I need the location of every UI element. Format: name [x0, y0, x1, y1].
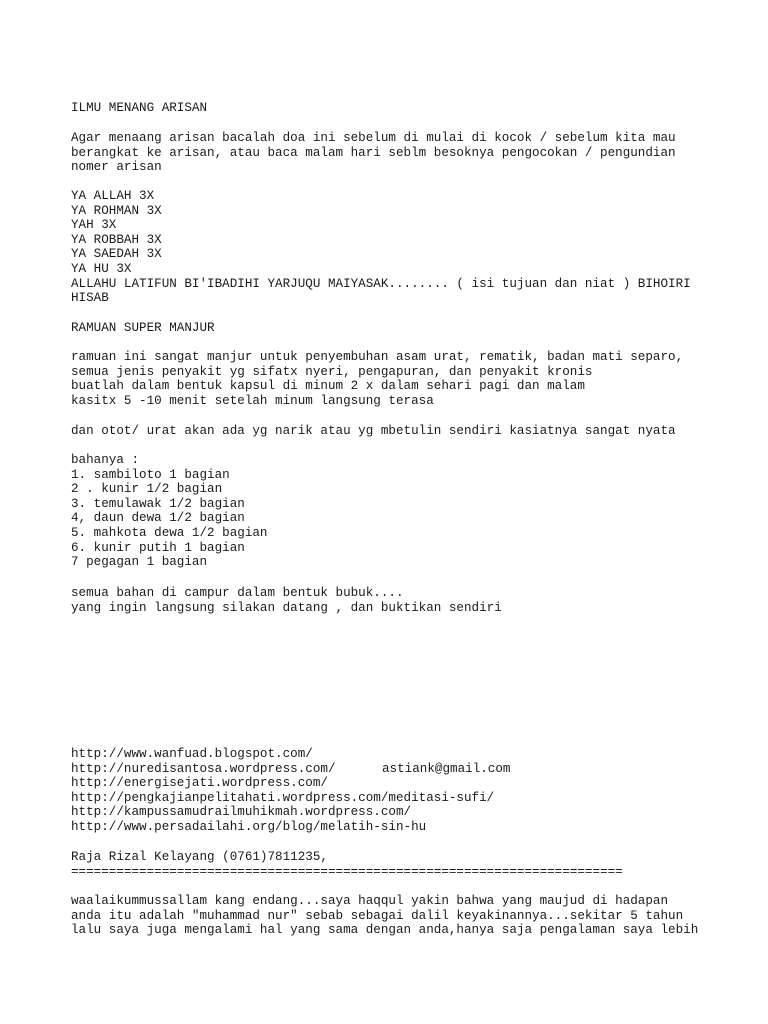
document-title: ILMU MENANG ARISAN: [71, 101, 208, 115]
ingredients-list: [71, 453, 751, 570]
doa-line: YA ROBBAH 3X: [71, 232, 162, 247]
closing-paragraph: [71, 586, 751, 615]
uses-paragraph: [71, 350, 751, 408]
doa-line: HISAB: [71, 291, 109, 306]
doa-line: YA SAEDAH 3X: [71, 247, 162, 262]
ingredient-item: 3. temulawak 1/2 bagian: [71, 496, 245, 511]
intro-line: Agar menaang arisan bacalah doa ini sebelum di mulai di kocok / sebelum kita mau: [71, 131, 676, 145]
ramuan-heading-block: [71, 321, 751, 336]
ingredient-item: 4, daun dewa 1/2 bagian: [71, 511, 245, 526]
title-block: [71, 101, 751, 116]
intro-paragraph: [71, 131, 751, 175]
link-url[interactable]: http://kampussamudrailmuhikmah.wordpress.com/: [71, 805, 412, 820]
link-url[interactable]: http://nuredisantosa.wordpress.com/: [71, 761, 336, 776]
ingredient-item: 5. mahkota dewa 1/2 bagian: [71, 525, 268, 540]
ingredient-item: 6. kunir putih 1 bagian: [71, 540, 245, 555]
ingredient-item: 2 . kunir 1/2 bagian: [71, 482, 223, 497]
otot-paragraph: [71, 424, 751, 439]
doa-line: YAH 3X: [71, 218, 117, 233]
intro-line: berangkat ke arisan, atau baca malam hari seblm besoknya pengocokan / pengundian: [71, 145, 676, 160]
doa-line: YA ROHMAN 3X: [71, 203, 162, 218]
intro-line: nomer arisan: [71, 160, 162, 175]
doa-block: [71, 189, 751, 306]
reply-line: anda itu adalah "muhammad nur" sebab sebagai dalil keyakinannya...sekitar 5 tahun: [71, 908, 684, 923]
closing-line: yang ingin langsung silakan datang , dan buktikan sendiri: [71, 600, 502, 615]
uses-line: semua jenis penyakit yg sifatx nyeri, pengapuran, dan penyakit kronis: [71, 364, 593, 379]
doa-line: YA HU 3X: [71, 261, 132, 276]
reply-line: lalu saya juga mengalami hal yang sama dengan anda,hanya saja pengalaman saya lebih: [71, 923, 699, 938]
contact-block: [71, 850, 751, 879]
uses-line: ramuan ini sangat manjur untuk penyembuhan asam urat, rematik, badan mati separo,: [71, 350, 684, 364]
closing-line: semua bahan di campur dalam bentuk bubuk....: [71, 586, 404, 600]
uses-line: buatlah dalam bentuk kapsul di minum 2 x dalam sehari pagi dan malam: [71, 379, 585, 394]
ingredients-heading: bahanya :: [71, 453, 140, 467]
reply-paragraph: [71, 894, 751, 938]
uses-line: kasitx 5 -10 menit setelah minum langsung terasa: [71, 393, 434, 408]
contact-line: Raja Rizal Kelayang (0761)7811235,: [71, 850, 328, 864]
ingredient-item: 1. sambiloto 1 bagian: [71, 467, 230, 482]
link-url[interactable]: http://www.wanfuad.blogspot.com/: [71, 747, 313, 761]
separator-line: =========================================================================: [71, 864, 623, 879]
link-url[interactable]: http://www.persadailahi.org/blog/melatih-sin-hu: [71, 819, 427, 834]
links-list: [71, 747, 751, 835]
otot-line: dan otot/ urat akan ada yg narik atau yg mbetulin sendiri kasiatnya sangat nyata: [71, 424, 676, 438]
email-address[interactable]: astiank@gmail.com: [382, 762, 511, 776]
doa-line: ALLAHU LATIFUN BI'IBADIHI YARJUQU MAIYASAK........ ( isi tujuan dan niat ) BIHOIRI: [71, 276, 691, 291]
link-url[interactable]: http://energisejati.wordpress.com/: [71, 776, 328, 791]
ramuan-heading: RAMUAN SUPER MANJUR: [71, 321, 215, 335]
ingredient-item: 7 pegagan 1 bagian: [71, 555, 208, 570]
doa-line: YA ALLAH 3X: [71, 189, 155, 203]
reply-line: waalaikummussallam kang endang...saya haqqul yakin bahwa yang maujud di hadapan: [71, 894, 669, 908]
link-url[interactable]: http://pengkajianpelitahati.wordpress.com/meditasi-sufi/: [71, 790, 495, 805]
